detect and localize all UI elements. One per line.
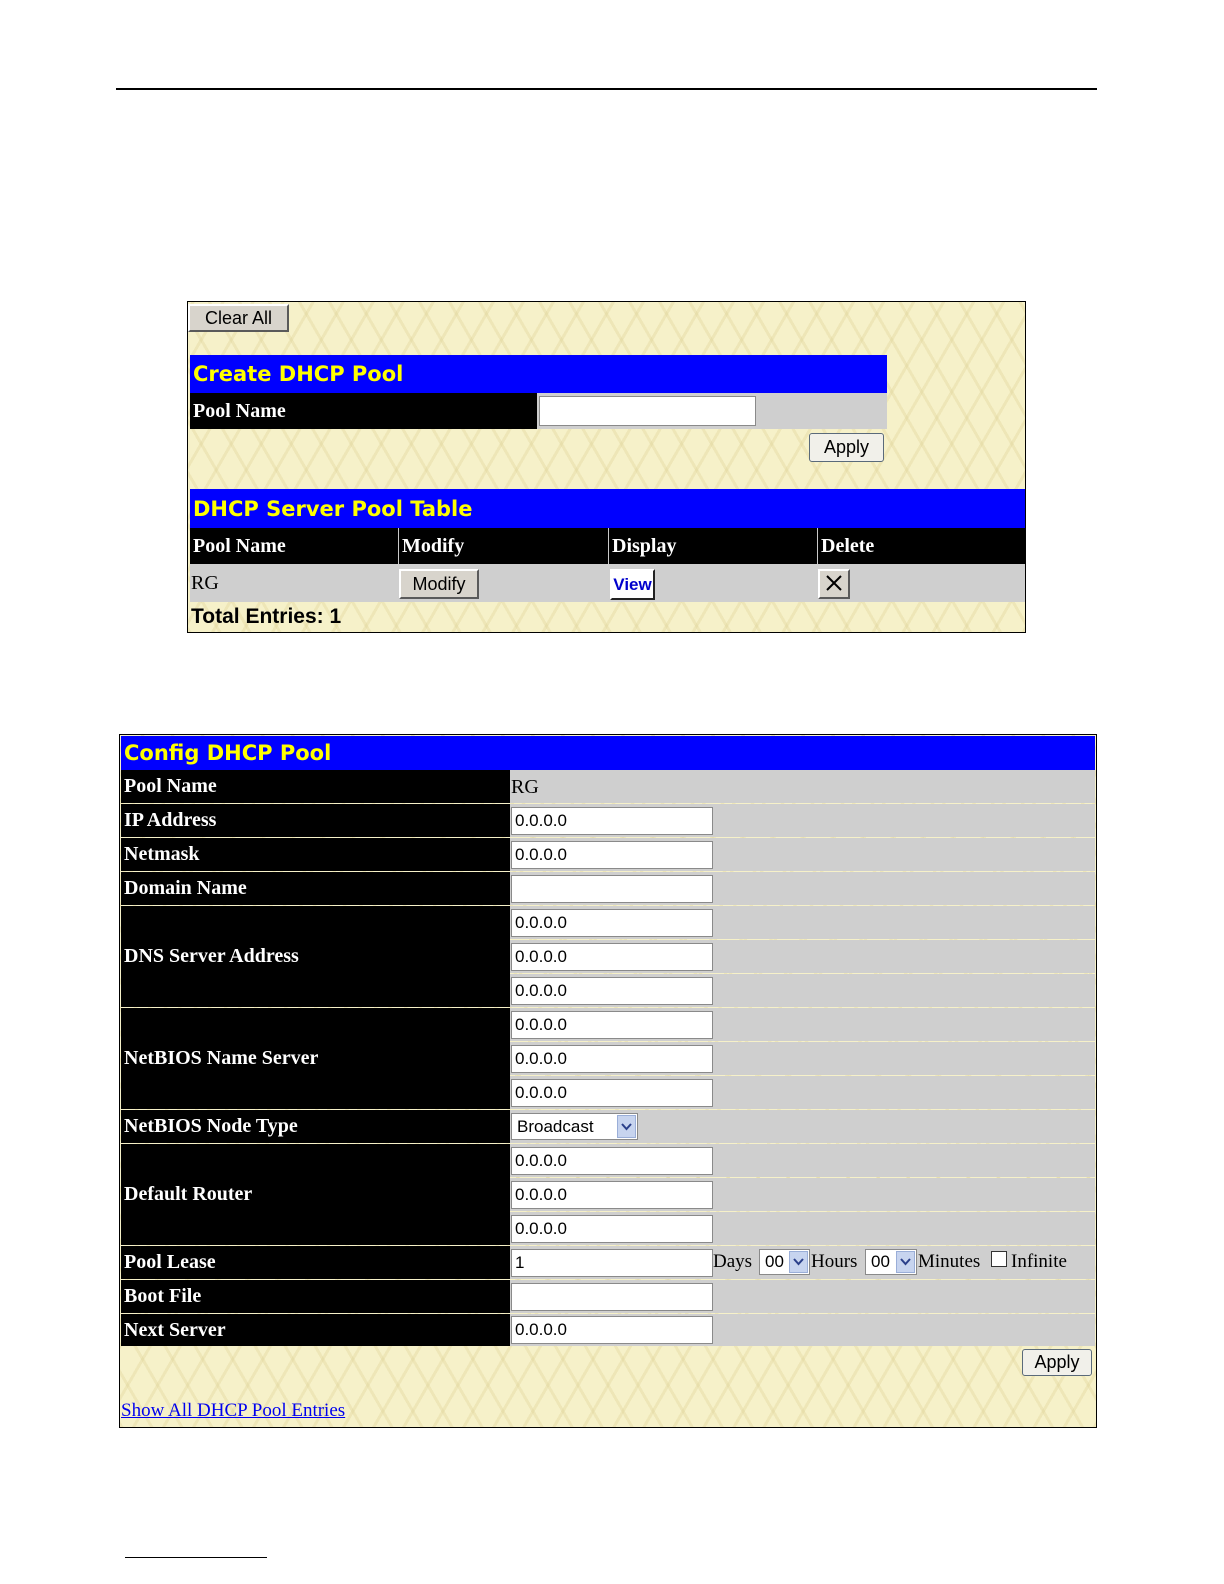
minutes-value: 00: [871, 1252, 890, 1271]
next-server-label: Next Server: [121, 1314, 510, 1346]
config-dhcp-pool-panel: [119, 734, 1097, 1428]
boot-file-label: Boot File: [121, 1280, 510, 1313]
column-modify: Modify: [398, 528, 608, 564]
pool-lease-label: Pool Lease: [121, 1246, 510, 1279]
column-display: Display: [608, 528, 817, 564]
row-pool-name: RG: [191, 572, 219, 594]
table-row: [190, 564, 1025, 602]
ip-address-label: IP Address: [121, 804, 510, 837]
dns-server-input-1[interactable]: 0.0.0.0: [511, 909, 713, 937]
column-delete: Delete: [817, 528, 1025, 564]
chevron-down-icon: [617, 1115, 636, 1138]
pool-name-label: Pool Name: [121, 770, 510, 803]
modify-button[interactable]: Modify: [399, 569, 479, 599]
infinite-label: Infinite: [1011, 1251, 1067, 1272]
pool-name-label: Pool Name: [190, 393, 537, 429]
create-dhcp-pool-panel: [187, 301, 1026, 633]
domain-name-input[interactable]: [511, 875, 713, 903]
column-pool-name: Pool Name: [190, 528, 398, 564]
total-entries: Total Entries: 1: [191, 605, 342, 628]
dns-server-input-3[interactable]: 0.0.0.0: [511, 977, 713, 1005]
create-apply-button[interactable]: Apply: [809, 433, 884, 462]
netbios-node-type-value: Broadcast: [517, 1116, 594, 1136]
pool-name-value: RG: [511, 776, 539, 798]
show-all-dhcp-pool-entries-link[interactable]: Show All DHCP Pool Entries: [121, 1400, 346, 1421]
boot-file-input[interactable]: [511, 1283, 713, 1311]
bottom-rule: [125, 1557, 267, 1558]
hours-select[interactable]: [759, 1249, 810, 1275]
view-button[interactable]: View: [610, 569, 655, 600]
pool-lease-days-input[interactable]: 1: [511, 1249, 713, 1277]
dns-server-address-label: DNS Server Address: [121, 906, 510, 1007]
close-icon: [825, 574, 843, 595]
default-router-input-2[interactable]: 0.0.0.0: [511, 1181, 713, 1209]
netbios-server-input-3[interactable]: 0.0.0.0: [511, 1079, 713, 1107]
clear-all-button[interactable]: Clear All: [188, 304, 289, 332]
netbios-server-input-2[interactable]: 0.0.0.0: [511, 1045, 713, 1073]
pool-name-input[interactable]: [539, 396, 756, 426]
pool-name-value-cell: [510, 770, 1095, 803]
netmask-input[interactable]: 0.0.0.0: [511, 841, 713, 869]
minutes-label: Minutes: [918, 1251, 981, 1272]
next-server-input[interactable]: 0.0.0.0: [511, 1316, 713, 1344]
netbios-node-type-label: NetBIOS Node Type: [121, 1110, 510, 1143]
netbios-server-input-1[interactable]: 0.0.0.0: [511, 1011, 713, 1039]
config-dhcp-pool-title: Config DHCP Pool: [121, 736, 1095, 770]
delete-button[interactable]: [818, 569, 850, 599]
top-rule: [116, 88, 1097, 90]
days-label: Days: [713, 1251, 753, 1272]
default-router-label: Default Router: [121, 1144, 510, 1245]
domain-name-label: Domain Name: [121, 872, 510, 905]
netmask-label: Netmask: [121, 838, 510, 871]
hours-label: Hours: [811, 1251, 858, 1272]
chevron-down-icon: [789, 1251, 808, 1273]
create-dhcp-pool-title: Create DHCP Pool: [190, 355, 887, 393]
ip-address-input[interactable]: 0.0.0.0: [511, 807, 713, 835]
dns-server-input-2[interactable]: 0.0.0.0: [511, 943, 713, 971]
minutes-select[interactable]: [865, 1249, 917, 1275]
dhcp-server-pool-table-title: DHCP Server Pool Table: [190, 489, 1025, 528]
default-router-input-1[interactable]: 0.0.0.0: [511, 1147, 713, 1175]
chevron-down-icon: [896, 1251, 915, 1273]
config-apply-button[interactable]: Apply: [1022, 1349, 1092, 1376]
hours-value: 00: [765, 1252, 784, 1271]
default-router-input-3[interactable]: 0.0.0.0: [511, 1215, 713, 1243]
infinite-checkbox[interactable]: [991, 1251, 1007, 1267]
netbios-node-type-select[interactable]: [511, 1113, 638, 1140]
netbios-name-server-label: NetBIOS Name Server: [121, 1008, 510, 1109]
